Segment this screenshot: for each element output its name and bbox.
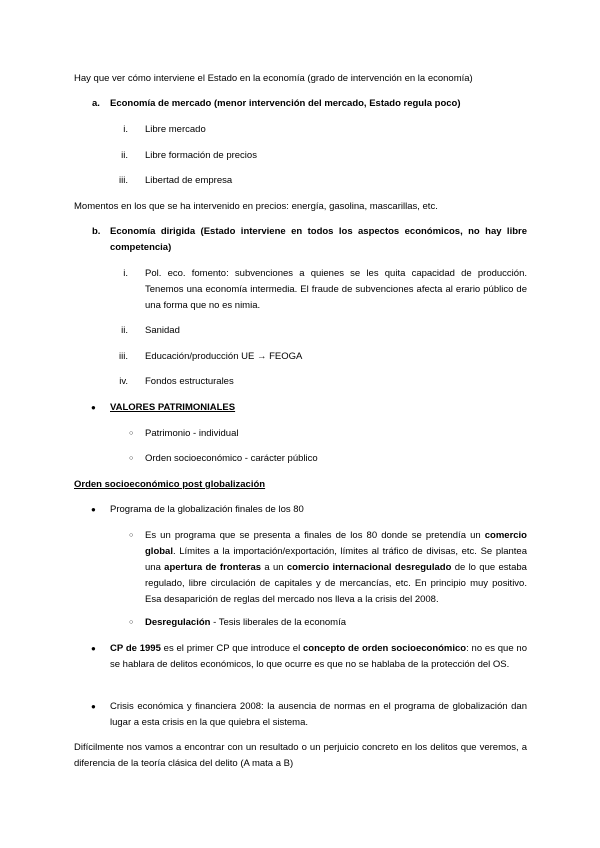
bullet-icon: ● <box>91 403 96 412</box>
bullet-icon: ● <box>91 702 96 711</box>
concepto-orden-bold: concepto de orden socioeconómico <box>303 643 467 654</box>
list-item: Educación/producción UE → FEOGA <box>145 351 303 362</box>
circle-bullet-icon: ○ <box>129 430 134 437</box>
economia-dirigida-heading: Economía dirigida (Estado interviene en todos los aspectos económicos, no hay libre competencia) <box>110 226 527 253</box>
circle-bullet-icon: ○ <box>129 532 134 539</box>
programa-detail-paragraph <box>145 528 527 608</box>
list-item: Orden socioeconómico - carácter público <box>145 453 318 464</box>
text-run: a un <box>261 562 287 573</box>
text-run: . Límites a la importación/exportación, límites al tráfico de divisas, etc. Se plantea una <box>145 546 527 573</box>
valores-patrimoniales-heading: VALORES PATRIMONIALES <box>110 402 236 413</box>
desregulacion-bold: Desregulación <box>145 617 211 628</box>
intro-text: Hay que ver cómo interviene el Estado en la economía (grado de intervención en la economía) <box>74 73 473 84</box>
list-marker-b: b. <box>92 226 101 237</box>
list-item: Libre formación de precios <box>145 150 257 161</box>
list-item: Fondos estructurales <box>145 376 234 387</box>
list-item: Patrimonio - individual <box>145 428 239 439</box>
text-run: : no es que no se hablara de delitos económicos, lo que ocurre es que no se hablaba de la protección del OS. <box>110 643 527 670</box>
text-run: Es un programa que se presenta a finales de los 80 donde se pretendía un <box>145 530 485 541</box>
cp-1995-bold: CP de 1995 <box>110 643 161 654</box>
circle-bullet-icon: ○ <box>129 619 134 626</box>
crisis-2008-paragraph: Crisis económica y financiera 2008: la ausencia de normas en el programa de globalización dan lugar a esta crisis en la que quiebra el sistema. <box>110 701 527 728</box>
economia-mercado-heading: Economía de mercado (menor intervención del mercado, Estado regula poco) <box>110 98 461 109</box>
list-item: Libre mercado <box>145 124 206 135</box>
list-marker: iii. <box>119 175 128 186</box>
apertura-fronteras-bold: apertura de fronteras <box>164 562 262 573</box>
list-item: Libertad de empresa <box>145 175 233 186</box>
list-marker: ii. <box>121 150 128 161</box>
bullet-icon: ● <box>91 644 96 653</box>
list-item: Pol. eco. fomento: subvenciones a quienes se les quita capacidad de producción. Tenemos una economía intermedia. El fraude de subvenciones afecta al erario público de una forma que no es nimia. <box>145 268 527 311</box>
list-marker: iii. <box>119 351 128 362</box>
closing-paragraph: Difícilmente nos vamos a encontrar con un resultado o un perjuicio concreto en los delitos que veremos, a diferencia de la teoría clásica del delito (A mata a B) <box>74 742 527 769</box>
cp-1995-paragraph <box>110 641 527 673</box>
list-marker-a: a. <box>92 98 100 109</box>
text-run: - Tesis liberales de la economía <box>210 617 347 628</box>
list-marker: ii. <box>121 325 128 336</box>
bullet-icon: ● <box>91 505 96 514</box>
list-item: Sanidad <box>145 325 180 336</box>
desregulacion-item <box>145 617 346 629</box>
text-run: es el primer CP que introduce el <box>160 643 304 654</box>
orden-socioeconomico-heading: Orden socioeconómico post globalización <box>74 479 266 490</box>
comercio-global-bold: comercio global <box>145 530 527 557</box>
momentos-text: Momentos en los que se ha intervenido en precios: energía, gasolina, mascarillas, etc. <box>74 201 438 212</box>
comercio-desregulado-bold: comercio internacional desregulado <box>286 562 452 573</box>
text-run: de lo que estaba regulado, libre circulación de capitales y de mercancías, etc. En principio muy positivo. Esa desaparición de reglas del mercado nos lleva a la crisis del 2008. <box>145 562 527 605</box>
list-marker: i. <box>123 268 128 279</box>
circle-bullet-icon: ○ <box>129 455 134 462</box>
list-marker: i. <box>123 124 128 135</box>
programa-globalizacion-item: Programa de la globalización finales de los 80 <box>110 504 304 515</box>
list-marker: iv. <box>119 376 128 387</box>
